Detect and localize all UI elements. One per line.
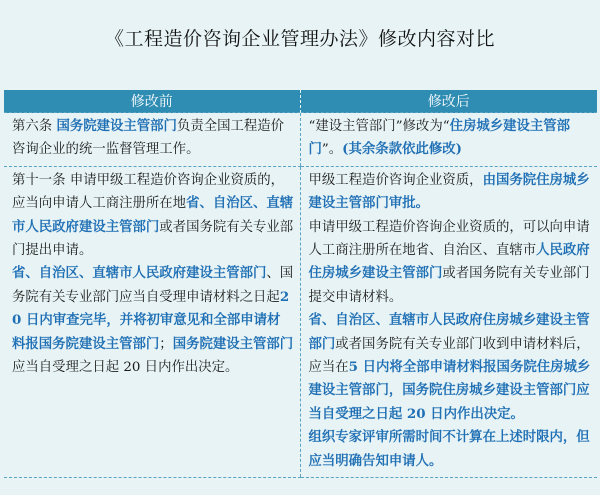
row1-before-text: 第六条 (12, 119, 57, 134)
row2-after-text: 或者国务院有关专业部门收到申请材料后，应当在 (308, 336, 590, 376)
row2-after-cell (300, 166, 597, 477)
row2-before-text: 第十一条 申请甲级工程造价咨询企业资质的，应当向申请人工商注册所在地 (12, 172, 285, 212)
row1-before-text-end: 负责全国工程造价咨询企业的统一监督管理工作。 (12, 119, 285, 158)
page-title: 《工程造价咨询企业管理办法》修改内容对比 (104, 28, 495, 50)
row1-after-text: “建设主管部门”修改为“ (308, 119, 450, 134)
row2-before-highlight: 国务院建设主管部门 (172, 335, 294, 352)
row2-before-highlight: 省、自治区、直辖市人民政府建设主管部门 (12, 265, 267, 282)
row1-after-note: (其余条款依此修改) (342, 141, 462, 158)
row1-before-cell (4, 113, 300, 167)
table-header-row (4, 90, 597, 113)
row1-after-text-mid: ”。 (321, 142, 343, 158)
row2-after-para-1 (309, 169, 592, 216)
row2-before-text: ； (159, 336, 173, 352)
row2-after-highlight: 省、自治区、直辖市人民政府住房城乡建设主管部门 (308, 312, 590, 352)
row2-after-para-2 (309, 216, 592, 310)
header-after: 修改后 (300, 90, 597, 113)
row2-after-para-3 (309, 309, 592, 426)
row2-before-cell (4, 166, 300, 477)
table-row (4, 166, 597, 477)
row2-before-highlight: 省、自治区、直辖市人民政府建设主管部门 (12, 195, 294, 235)
row2-after-highlight: 由国务院住房城乡建设主管部门审批。 (308, 171, 590, 212)
row1-before-highlight: 国务院建设主管部门 (56, 118, 177, 134)
row2-before-para-1 (12, 169, 294, 263)
row2-after-highlight: 5 日内将全部申请材料报国务院住房城乡建设主管部门，国务院住房城乡建设主管部门应当自受理之日起 20 日内作出决定。 (308, 359, 591, 422)
row2-after-text: 或者国务院有关专业部门提交申请材料。 (308, 266, 590, 305)
row2-before-text: 、国务院有关专业部门应当自受理申请材料之日起 (12, 266, 294, 305)
row2-after-text: 申请甲级工程造价咨询企业资质的，可以向申请人工商注册所在地省、自治区、直辖市 (308, 219, 590, 259)
comparison-table (4, 90, 597, 478)
row2-before-text: 或者国务院有关专业部门提出申请。 (12, 219, 294, 259)
row1-after-highlight: 住房城乡建设主管部门 (308, 118, 571, 158)
row2-after-para-4: 组织专家评审所需时间不计算在上述时限内，但应当明确告知申请人。 (308, 429, 590, 469)
row2-before-highlight: 20 日内审查完毕，并将初审意见和全部申请材料报国务院建设主管部门 (12, 288, 290, 352)
row2-before-para-2 (12, 262, 294, 379)
header-before: 修改前 (4, 90, 300, 113)
row1-after-cell (300, 113, 597, 167)
row2-after-text: 甲级工程造价咨询企业资质， (308, 172, 483, 188)
row2-after-highlight: 人民政府住房城乡建设主管部门 (308, 242, 590, 282)
table-row (4, 113, 597, 167)
row2-before-text: 应当自受理之日起 20 日内作出决定。 (12, 360, 239, 376)
